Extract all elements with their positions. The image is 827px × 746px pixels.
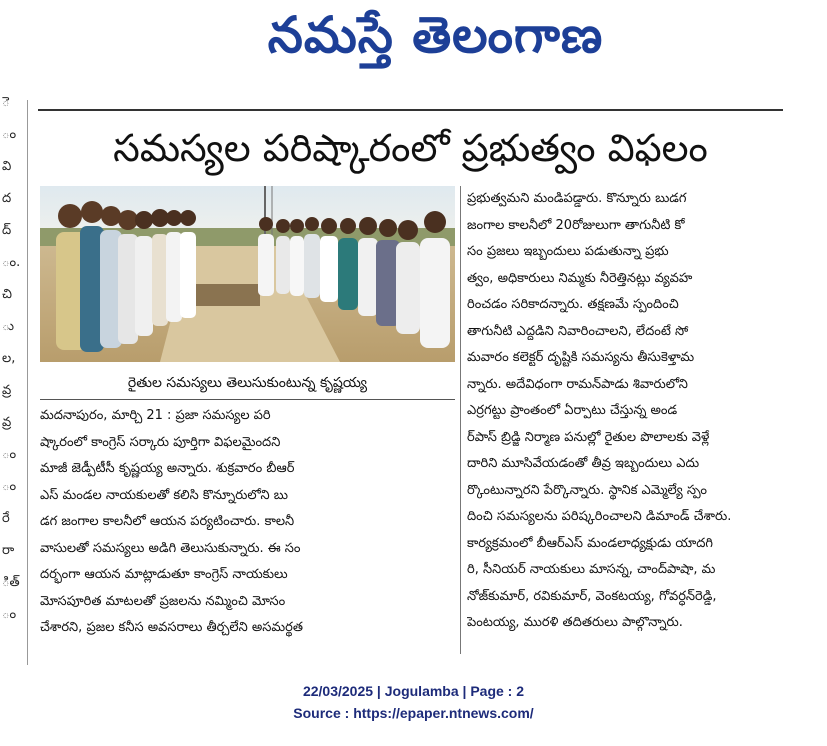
body-line: దారిని మూసివేయడంతో తీవ్ర ఇబ్బందులు ఎదు <box>467 456 700 471</box>
body-line: త్వం, అధికారులు నిమ్మకు నీరెత్తినట్లు వ్యవహ <box>467 270 693 286</box>
edge-fragment: వ్ర <box>2 415 12 430</box>
edge-fragment: రే <box>2 511 10 526</box>
body-line: ర్‌పాస్ బ్రిడ్జి నిర్మాణ పనుల్లో రైతుల పొలాలకు వెళ్లే <box>467 429 710 445</box>
body-line: ర్కొంటున్నారని పేర్కొన్నారు. స్థానిక ఎమ్మెల్యే స్పం <box>467 482 707 498</box>
body-line: దించి సమస్యలను పరిష్కరించాలని డిమాండ్ చేశారు. <box>467 509 732 524</box>
edge-fragment: ం. <box>2 255 21 270</box>
footer-date-edition: 22/03/2025 | Jogulamba | Page : 2 <box>302 683 525 699</box>
body-line: ప్రభుత్వమని మండిపడ్డారు. కొన్నూరు బుడగ <box>467 191 687 206</box>
edge-fragment: వి <box>2 159 12 174</box>
edge-fragment: ం <box>2 447 17 462</box>
body-line: కార్యక్రమంలో బీఆర్ఎస్ మండలాధ్యక్షుడు యాదగి <box>467 535 713 551</box>
body-line: సం ప్రజలు ఇబ్బందులు పడుతున్నా ప్రభు <box>467 244 669 259</box>
body-line: జంగాల కాలనీలో 20రోజులుగా తాగునీటి కో <box>467 217 685 233</box>
edge-fragment: వ్ర <box>2 383 12 398</box>
body-line: డగ జంగాల కాలనీలో ఆయన పర్యటించారు. కాలనీ <box>40 514 295 529</box>
column-divider-left <box>27 100 28 665</box>
edge-fragment: రా <box>2 543 15 558</box>
body-line: మాజీ జెడ్పీటీసీ కృష్ణయ్య అన్నారు. శుక్రవారం బీఆర్ <box>40 461 295 476</box>
edge-fragment: ద <box>2 191 12 206</box>
body-line: ఎర్రగట్టు ప్రాంతంలో ఏర్పాటు చేస్తున్న అండ <box>467 403 678 418</box>
body-line: ష్కారంలో కాంగ్రెస్ సర్కారు పూర్తిగా విఫలమైందని <box>40 434 281 450</box>
photo-caption: రైతుల సమస్యలు తెలుసుకుంటున్న కృష్ణయ్య <box>127 375 368 391</box>
body-line: ఎస్ మండల నాయకులతో కలిసి కొన్నూరులోని బు <box>40 487 288 503</box>
body-line: మదనాపురం, మార్చి 21 : ప్రజా సమస్యల పరి <box>40 408 271 423</box>
body-line: చేశారని, ప్రజల కనీస అవసరాలు తీర్చలేని అసమర్థత <box>40 620 303 635</box>
headline-top-rule <box>38 109 783 111</box>
edge-fragment: ు <box>2 319 15 334</box>
article-body-right-column <box>467 186 783 637</box>
edge-fragment: ద్ <box>2 223 12 238</box>
body-line: పెంటయ్య, మురళి తదితరులు పాల్గొన్నారు. <box>467 615 683 630</box>
edge-fragment: ం <box>2 479 17 494</box>
edge-fragment: ం <box>2 607 17 622</box>
edge-fragment: ల, <box>2 351 16 366</box>
body-line: వాసులతో సమస్యలు అడిగి తెలుసుకున్నారు. ఈ సం <box>40 540 301 556</box>
article-body-left-column <box>40 403 455 642</box>
article-photo <box>40 186 455 362</box>
body-line: మవారం కలెక్టర్ దృష్టికి సమస్యను తీసుకెళ్తామ <box>467 350 695 365</box>
newspaper-masthead <box>0 0 827 88</box>
body-line: దర్భంగా ఆయన మాట్లాడుతూ కాంగ్రెస్ నాయకులు <box>40 567 288 582</box>
edge-fragment: చి <box>2 287 12 302</box>
body-line: రి, సీనియర్ నాయకులు మాసన్న, చాంద్‌పాషా, మ <box>467 562 716 577</box>
body-line: తాగునీటి ఎద్దడిని నివారించాలని, లేదంటే సో <box>467 323 689 339</box>
masthead-logo-text: నమస్తే తెలంగాణ <box>267 6 604 64</box>
footer-source: Source : https://epaper.ntnews.com/ <box>293 705 534 721</box>
caption-rule <box>40 399 455 400</box>
body-line: న్నారు. అదేవిధంగా రామన్‌పాడు శివారులోని <box>467 376 688 392</box>
body-line: రించడం సరికాదన్నారు. తక్షణమే స్పందించి <box>467 297 679 312</box>
body-line: మోసపూరిత మాటలతో ప్రజలను నమ్మించి మోసం <box>40 593 286 609</box>
article-headline: సమస్యల పరిష్కారంలో ప్రభుత్వం విఫలం <box>113 126 708 170</box>
edge-fragment: ం <box>2 127 17 142</box>
edge-fragment: ె <box>2 95 10 110</box>
body-line: నోజ్‌కుమార్, రవికుమార్, వెంకటయ్య, గోవర్ధన్‌రెడ్డి, <box>467 588 717 604</box>
edge-fragment: ిత్ <box>2 575 20 590</box>
adjacent-column-fragment <box>0 95 24 675</box>
column-divider <box>460 186 461 654</box>
